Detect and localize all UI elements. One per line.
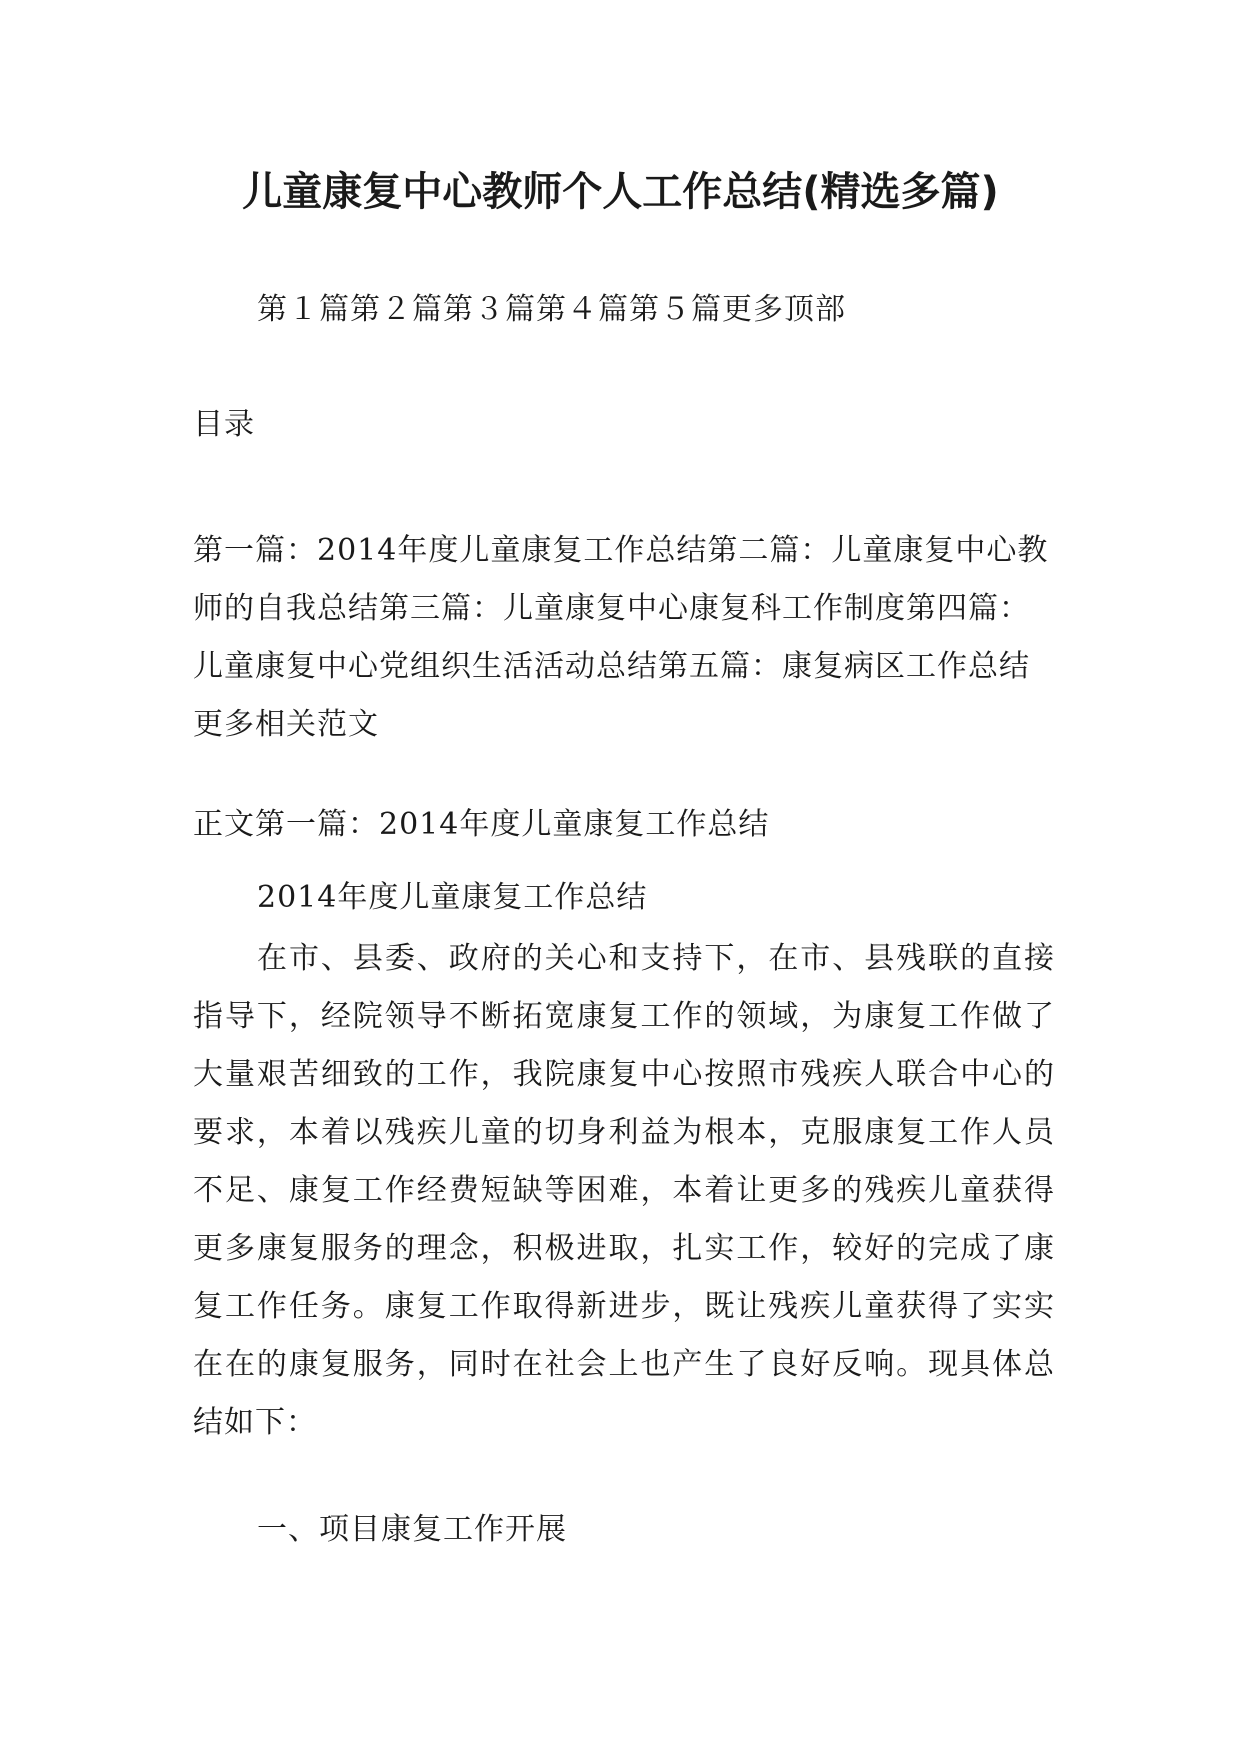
toc-list: 第一篇：2014年度儿童康复工作总结第二篇：儿童康复中心教师的自我总结第三篇：儿童康复中心康复科工作制度第四篇：儿童康复中心党组织生活活动总结第五篇：康复病区工作总结更多相关范文 — [193, 533, 1049, 742]
body-paragraph: 在市、县委、政府的关心和支持下，在市、县残联的直接指导下，经院领导不断拓宽康复工作的领域，为康复工作做了大量艰苦细致的工作，我院康复中心按照市残疾人联合中心的要求，本着以残疾儿童的切身利益为根本，克服康复工作人员不足、康复工作经费短缺等困难，本着让更多的残疾儿童获得更多康复服务的理念，积极进取，扎实工作，较好的完成了康复工作任务。康复工作取得新进步，既让残疾儿童获得了实实在在的康复服务，同时在社会上也产生了良好反响。现具体总结如下： — [193, 941, 1055, 1440]
article-navigation[interactable]: 第１篇第２篇第３篇第４篇第５篇更多顶部 — [257, 292, 846, 327]
toc-heading: 目录 — [193, 407, 255, 442]
document-title: 儿童康复中心教师个人工作总结(精选多篇) — [242, 169, 999, 215]
section-heading: 一、项目康复工作开展 — [257, 1512, 567, 1547]
article-subtitle: 2014年度儿童康复工作总结 — [257, 880, 648, 915]
main-text-heading: 正文第一篇：2014年度儿童康复工作总结 — [193, 807, 770, 842]
